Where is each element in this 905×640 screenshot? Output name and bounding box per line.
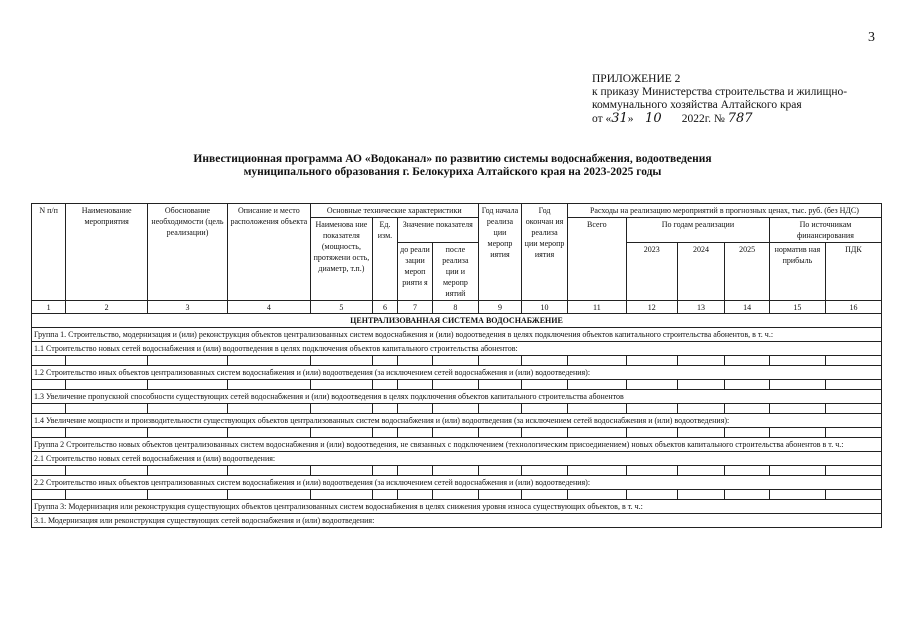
blank-row [32,404,882,414]
header-2023: 2023 [626,243,677,301]
blank-row [32,490,882,500]
handwritten-day: 31 [611,111,628,126]
col-number: 3 [148,301,228,314]
subgroup-1-2-row: 1.2 Строительство иных объектов централизованных систем водоснабжения и (или) водоотведения (за исключением сетей водоснабжения и (или) водоотведения): [32,366,882,380]
col-number: 1 [32,301,66,314]
blank-row [32,380,882,390]
title-line-2: муниципального образования г. Белокуриха Алтайского края на 2023-2025 годы [243,166,662,178]
blank-row [32,356,882,366]
header-2025: 2025 [725,243,770,301]
header-description: Описание и место расположения объекта [227,204,310,301]
header-tech-characteristics: Основные технические характеристики [310,204,478,218]
handwritten-month: 10 [645,111,662,126]
header-justification: Обоснование необходимости (цель реализации) [148,204,228,301]
col-number: 9 [478,301,522,314]
investment-table [31,203,882,528]
subgroup-2-1-row: 2.1 Строительство новых сетей водоснабжения и (или) водоотведения: [32,452,882,466]
header-expenses: Расходы на реализацию мероприятий в прогнозных ценах, тыс. руб. (без НДС) [567,204,881,218]
col-number: 14 [725,301,770,314]
header-normative-profit: норматив ная прибыль [769,243,825,301]
header-total: Всего [567,218,626,301]
subgroup-1-4-row: 1.4 Увеличение мощности и производительности существующих объектов централизованных систем водоснабжения и (или) водоотведения (за исключением сетей водоснабжения и (или) водоотведения): [32,414,882,428]
page-number: 3 [868,30,875,45]
subgroup-1-3-row: 1.3 Увеличение пропускной способности существующих сетей водоснабжения и (или) водоотведения в целях подключения объектов капитального строительства абонентов [32,390,882,404]
blank-row [32,428,882,438]
header-unit: Ед. изм. [373,218,398,301]
appendix-line: коммунального хозяйства Алтайского края [592,99,802,111]
section-title: ЦЕНТРАЛИЗОВАННАЯ СИСТЕМА ВОДОСНАБЖЕНИЕ [32,314,882,328]
appendix-line: к приказу Министерства строительства и жилищно- [592,86,848,98]
col-number: 15 [769,301,825,314]
col-number: 13 [677,301,725,314]
header-year-start: Год начала реализа ции меропр иятия [478,204,522,301]
header-before: до реали зации мероп рияти я [397,243,432,301]
col-number: 5 [310,301,372,314]
title-line-1: Инвестиционная программа АО «Водоканал» по развитию системы водоснабжения, водоотведения [193,153,712,165]
subgroup-2-2-row: 2.2 Строительство иных объектов централизованных систем водоснабжения и (или) водоотведения (за исключением сетей водоснабжения и (или) водоотведения): [32,476,882,490]
column-number-row [32,301,882,314]
appendix-date: от «31» 10 2022г. № 787 [592,111,753,126]
header-2024: 2024 [677,243,725,301]
col-number: 6 [373,301,398,314]
subgroup-3-1-row: 3.1. Модернизация или реконструкция существующих сетей водоснабжения и (или) водоотведения: [32,514,882,528]
header-name: Наименование мероприятия [66,204,148,301]
col-number: 8 [433,301,479,314]
col-number: 12 [626,301,677,314]
appendix-label: ПРИЛОЖЕНИЕ 2 [592,73,681,85]
header-by-years: По годам реализации [626,218,769,243]
group-2-row: Группа 2 Строительство новых объектов централизованных систем водоснабжения и (или) водоотведения, не связанных с подключением (технологическим присоединением) новых объектов капитального строительства абонентов в т. ч.: [32,438,882,452]
appendix-block [592,73,847,126]
col-number: 2 [66,301,148,314]
header-by-sources: По источникам финансирования [769,218,881,243]
header-indicator-name: Наименова ние показателя (мощность, протяжени ость, диаметр, т.п.) [310,218,372,301]
header-npp: N п/п [32,204,66,301]
header-indicator-value: Значение показателя [397,218,478,243]
col-number: 10 [522,301,568,314]
header-pdk: ПДК [825,243,881,301]
col-number: 11 [567,301,626,314]
subgroup-1-1-row: 1.1 Строительство новых сетей водоснабжения и (или) водоотведения в целях подключения объектов капитального строительства абонентов: [32,342,882,356]
col-number: 4 [227,301,310,314]
document-title [0,153,905,179]
col-number: 7 [397,301,432,314]
blank-row [32,466,882,476]
header-after: после реализа ции и меропр иятий [433,243,479,301]
handwritten-number: 787 [727,111,753,126]
col-number: 16 [825,301,881,314]
header-year-end: Год окончан ия реализа ции меропр иятия [522,204,568,301]
group-1-row: Группа 1. Строительство, модернизация и (или) реконструкция объектов централизованных систем водоснабжения и (или) водоотведения в целях подключения объектов капитального строительства абонентов, в т. ч.: [32,328,882,342]
group-3-row: Группа 3: Модернизация или реконструкция существующих объектов централизованных систем водоснабжения в целях снижения уровня износа существующих объектов, в т. ч.: [32,500,882,514]
header-row-1 [32,204,882,218]
